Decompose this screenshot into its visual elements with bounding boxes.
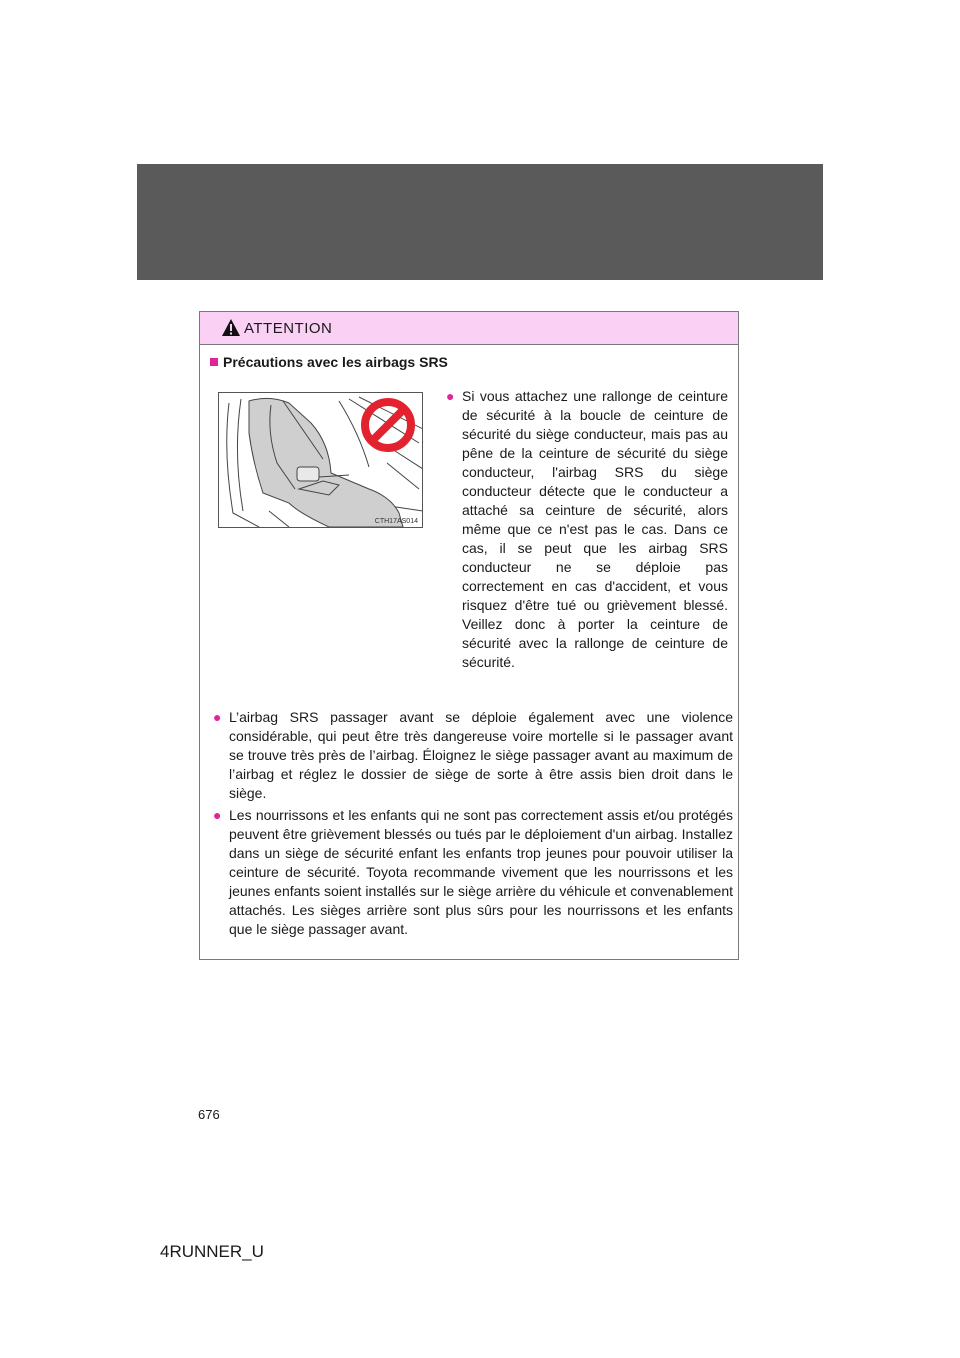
header-band bbox=[137, 164, 823, 280]
bullet-text: Si vous attachez une rallonge de ceinture de sécurité à la boucle de ceinture de sécurité du siège conducteur, mais pas au pêne de la ceinture de sécurité du siège conducteur, l'airbag SRS du siège conducteur détecte que le conducteur a attaché sa ceinture de sécurité, alors même que ce n'est pas le cas. Dans ce cas, il se peut que les airbag SRS conducteur ne se déploie pas correctement en cas d'accident, et vous risquez d'être tué ou grièvement blessé. Veillez donc à porter la ceinture de sécurité avec la rallonge de ceinture de sécurité. bbox=[462, 388, 728, 670]
page-number: 676 bbox=[198, 1107, 220, 1122]
footer-code: 4RUNNER_U bbox=[160, 1242, 264, 1261]
attention-header bbox=[200, 312, 738, 345]
bullet-item bbox=[213, 708, 733, 803]
attention-box bbox=[199, 311, 739, 960]
bullet-item bbox=[213, 806, 733, 939]
section-title bbox=[210, 354, 448, 370]
bullet-icon: ● bbox=[446, 388, 455, 404]
prohibition-icon bbox=[360, 397, 416, 453]
bullet-text: Les nourrissons et les enfants qui ne sont pas correctement assis et/ou protégés peuvent être grièvement blessés ou tués par le déploiement d'un airbag. Installez dans un siège de sécurité enfant les enfants trop jeunes pour pouvoir utiliser la ceinture de sécurité. Toyota recommande vivement que les nourrissons et les jeunes enfants soient installés sur le siège arrière du véhicule et convenablement attachés. Les sièges arrière sont plus sûrs pour les nourrissons et les enfants que le siège passager avant. bbox=[229, 807, 733, 937]
bullet-text: L’airbag SRS passager avant se déploie également avec une violence considérable, qui peut être très dangereuse voire mortelle si le passager avant se trouve très près de l’airbag. Éloignez le siège passager avant au maximum de l’airbag et réglez le dossier de siège de sorte à être assis bien droit dans le siège. bbox=[229, 709, 733, 801]
section-title-text: Précautions avec les airbags SRS bbox=[223, 354, 448, 370]
bullet-icon: ● bbox=[213, 807, 222, 823]
illustration-code: CTH17AS014 bbox=[374, 518, 418, 525]
square-bullet-icon bbox=[210, 358, 218, 366]
attention-title: ATTENTION bbox=[244, 320, 333, 337]
bullet-icon: ● bbox=[213, 709, 222, 725]
warning-triangle-icon bbox=[221, 318, 241, 338]
seatbelt-illustration bbox=[218, 392, 423, 528]
bullet-item bbox=[446, 387, 728, 672]
